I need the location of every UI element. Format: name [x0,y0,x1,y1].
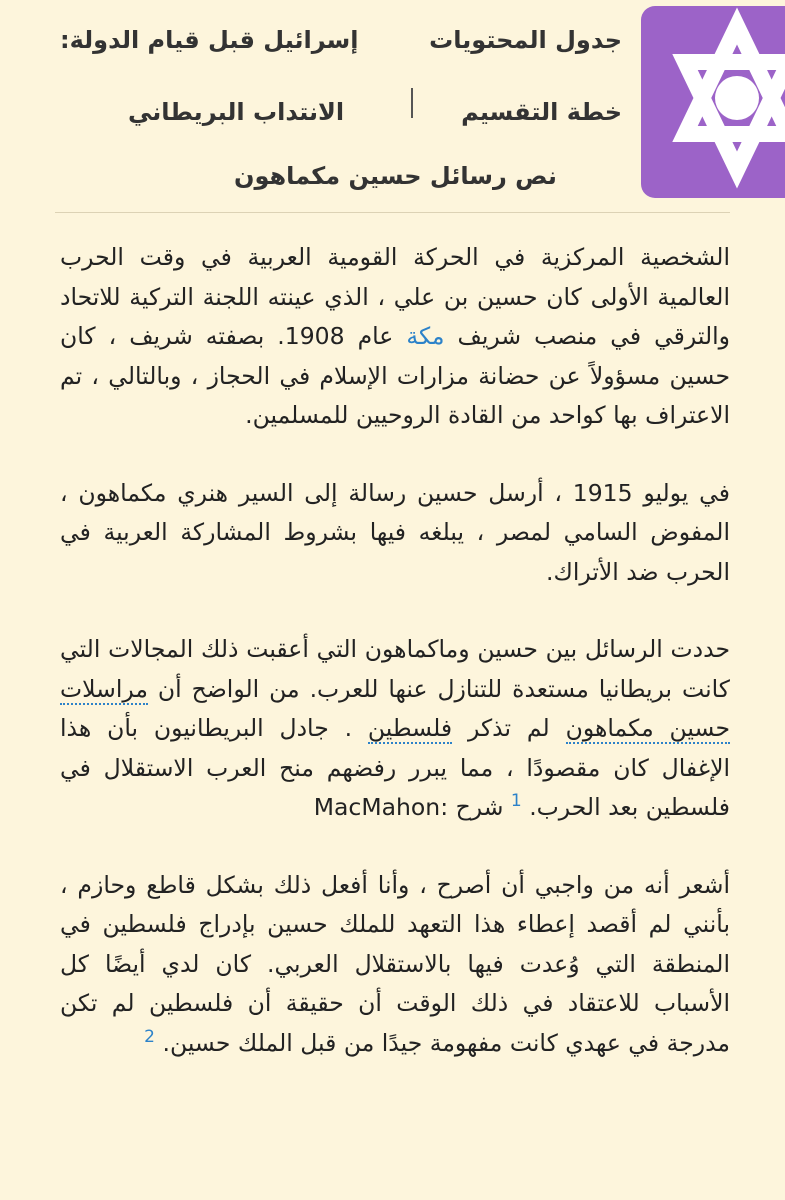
star-of-david-icon [641,6,785,198]
macmahon-label: MacMahon: [313,793,449,821]
article-body [60,238,730,1101]
nav-link-british-mandate[interactable]: الانتداب البريطاني [128,98,345,126]
nav-link-israel-before-statehood[interactable]: إسرائيل قبل قيام الدولة: [60,26,359,54]
nav-link-toc[interactable]: جدول المحتويات [429,26,622,54]
link-hussein-mcmahon-correspondence[interactable]: مراسلات حسين مكماهون [60,674,730,742]
nav-link-partition-plan[interactable]: خطة التقسيم [461,98,622,126]
site-logo[interactable] [641,6,785,198]
link-palestine[interactable]: فلسطين [367,714,453,742]
header-divider [55,212,730,213]
footnote-ref-1[interactable]: 1 [510,791,522,812]
footnote-ref-2[interactable]: 2 [144,1026,155,1047]
nav-separator [411,88,413,118]
paragraph-2: في يوليو 1915 ، أرسل حسين رسالة إلى السير هنري مكماهون ، المفوض السامي لمصر ، يبلغه فيها بشروط المشاركة العربية في الحرب ضد الأتراك. [60,478,730,586]
paragraph-1: الشخصية المركزية في الحركة القومية العربية في وقت الحرب العالمية الأولى كان حسين بن علي ، الذي عينته اللجنة التركية للاتحاد والترقي في منصب شريف مكة عام 1908. بصفته شريف ، كان حسين مسؤولاً عن حضانة مزارات الإسلام في الحجاز ، وبالتالي ، تم الاعتراف بها كواحد من القادة الروحيين للمسلمين. [60,243,731,429]
nav-link-hussein-mcmahon-letters[interactable]: نص رسائل حسين مكماهون [234,162,557,190]
link-mecca[interactable]: مكة [406,322,445,350]
paragraph-4-quote: أشعر أنه من واجبي أن أصرح ، وأنا أفعل ذلك بشكل قاطع وحازم ، بأنني لم أقصد إعطاء هذا التعهد للملك حسين بإدراج فلسطين في المنطقة التي وُعدت فيها بالاستقلال العربي. كان لدي أيضًا كل الأسباب للاعتقاد في ذلك الوقت أن حقيقة أن فلسطين لم تكن مدرجة في عهدي كانت مفهومة جيدًا من قبل الملك حسين. $^2$ [60,870,730,1057]
paragraph-3: حددت الرسائل بين حسين وماكماهون التي أعقبت ذلك المجالات التي كانت بريطانيا مستعدة للتنازل عنها للعرب. من الواضح أن مراسلات حسين مكماهون لم تذكر فلسطين . جادل البريطانيون بأن هذا الإغفال كان مقصودًا ، مما يبرر رفضهم منح العرب الاستقلال في فلسطين بعد الحرب. $^1$ شرح MacMahon: [60,635,730,821]
